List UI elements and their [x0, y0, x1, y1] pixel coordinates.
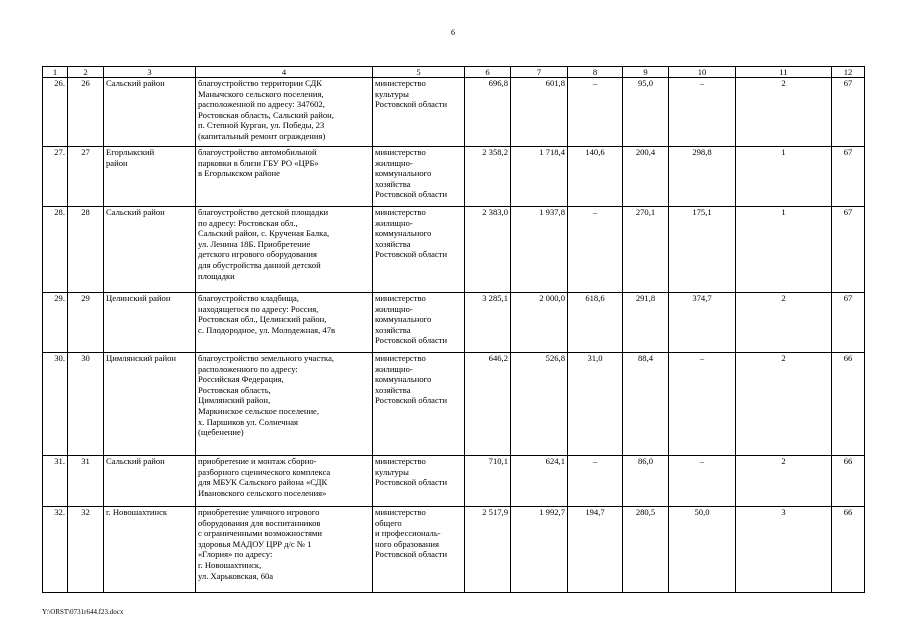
- amount-col8: 31,0: [568, 353, 623, 456]
- table-row: [43, 507, 865, 593]
- amount-col9: 88,4: [623, 353, 669, 456]
- table-row: [43, 456, 865, 507]
- item-number: 28: [68, 207, 104, 293]
- district: Сальский район: [104, 78, 196, 147]
- code-col12: 66: [832, 353, 865, 456]
- item-number: 30: [68, 353, 104, 456]
- district: Целинский район: [104, 293, 196, 353]
- amount-col10: 298,8: [669, 147, 736, 207]
- amount-total: 646,2: [465, 353, 511, 456]
- column-header: 6: [465, 67, 511, 78]
- row-number: 26.: [43, 78, 68, 147]
- amount-col9: 280,5: [623, 507, 669, 593]
- item-number: 29: [68, 293, 104, 353]
- count-col11: 2: [736, 353, 832, 456]
- table-header-row: [43, 67, 865, 78]
- ministry: министерство общего и профессиональ- ного образования Ростовской области: [373, 507, 465, 593]
- amount-total: 2 383,0: [465, 207, 511, 293]
- district: Цимлянский район: [104, 353, 196, 456]
- row-number: 28.: [43, 207, 68, 293]
- row-number: 32.: [43, 507, 68, 593]
- column-header: 7: [511, 67, 568, 78]
- description: приобретение уличного игрового оборудования для воспитанников с ограниченными возможностями здоровья МАДОУ ЦРР д/с № 1 «Глория» по адресу: г. Новошахтинск, ул. Харьковская, 60а: [196, 507, 373, 593]
- amount-col7: 601,8: [511, 78, 568, 147]
- amount-col10: –: [669, 456, 736, 507]
- amount-total: 696,8: [465, 78, 511, 147]
- column-header: 1: [43, 67, 68, 78]
- table-row: [43, 207, 865, 293]
- amount-col8: 140,6: [568, 147, 623, 207]
- amount-total: 710,1: [465, 456, 511, 507]
- amount-col7: 1 992,7: [511, 507, 568, 593]
- column-header: 12: [832, 67, 865, 78]
- ministry: министерство жилищно- коммунального хозяйства Ростовской области: [373, 293, 465, 353]
- description: приобретение и монтаж сборно- разборного сценического комплекса для МБУК Сальского района «СДК Ивановского сельского поселения»: [196, 456, 373, 507]
- row-number: 27.: [43, 147, 68, 207]
- count-col11: 2: [736, 78, 832, 147]
- district: Сальский район: [104, 207, 196, 293]
- amount-col7: 624,1: [511, 456, 568, 507]
- code-col12: 67: [832, 207, 865, 293]
- description: благоустройство кладбища, находящегося по адресу: Россия, Ростовская обл., Целинский район, с. Плодородное, ул. Молодежная, 47в: [196, 293, 373, 353]
- amount-col8: 618,6: [568, 293, 623, 353]
- count-col11: 1: [736, 147, 832, 207]
- ministry: министерство культуры Ростовской области: [373, 456, 465, 507]
- table-row: [43, 353, 865, 456]
- column-header: 9: [623, 67, 669, 78]
- code-col12: 67: [832, 293, 865, 353]
- column-header: 8: [568, 67, 623, 78]
- description: благоустройство автомобильной парковки в близи ГБУ РО «ЦРБ» в Егорлыкском районе: [196, 147, 373, 207]
- column-header: 5: [373, 67, 465, 78]
- count-col11: 1: [736, 207, 832, 293]
- amount-col8: –: [568, 207, 623, 293]
- district: Егорлыкский район: [104, 147, 196, 207]
- amount-col8: –: [568, 78, 623, 147]
- amount-col9: 95,0: [623, 78, 669, 147]
- item-number: 26: [68, 78, 104, 147]
- amount-col7: 526,8: [511, 353, 568, 456]
- amount-col8: –: [568, 456, 623, 507]
- item-number: 27: [68, 147, 104, 207]
- column-header: 3: [104, 67, 196, 78]
- count-col11: 2: [736, 293, 832, 353]
- amount-total: 2 517,9: [465, 507, 511, 593]
- count-col11: 3: [736, 507, 832, 593]
- table-row: [43, 78, 865, 147]
- ministry: министерство жилищно- коммунального хозяйства Ростовской области: [373, 147, 465, 207]
- amount-col9: 200,4: [623, 147, 669, 207]
- column-header: 11: [736, 67, 832, 78]
- data-table: [42, 66, 865, 593]
- amount-col10: –: [669, 353, 736, 456]
- amount-col10: –: [669, 78, 736, 147]
- ministry: министерство культуры Ростовской области: [373, 78, 465, 147]
- description: благоустройство детской площадки по адресу: Ростовская обл., Сальский район, с. Крученая Балка, ул. Ленина 18Б. Приобретение детского игрового оборудования для обустройства данной детской площадки: [196, 207, 373, 293]
- code-col12: 66: [832, 507, 865, 593]
- table-row: [43, 293, 865, 353]
- row-number: 30.: [43, 353, 68, 456]
- amount-total: 2 358,2: [465, 147, 511, 207]
- item-number: 32: [68, 507, 104, 593]
- column-header: 10: [669, 67, 736, 78]
- amount-col7: 1 937,8: [511, 207, 568, 293]
- item-number: 31: [68, 456, 104, 507]
- amount-col10: 175,1: [669, 207, 736, 293]
- ministry: министерство жилищно- коммунального хозяйства Ростовской области: [373, 207, 465, 293]
- description: благоустройство территории СДК Манычского сельского поселения, расположенной по адресу: 347602, Ростовская область, Сальский район, п. Степной Курган, ул. Победы, 23 (капитальный ремонт ограждения): [196, 78, 373, 147]
- district: Сальский район: [104, 456, 196, 507]
- column-header: 4: [196, 67, 373, 78]
- amount-col8: 194,7: [568, 507, 623, 593]
- amount-col9: 270,1: [623, 207, 669, 293]
- count-col11: 2: [736, 456, 832, 507]
- table-row: [43, 147, 865, 207]
- page-number: 6: [451, 28, 455, 37]
- code-col12: 67: [832, 78, 865, 147]
- ministry: министерство жилищно- коммунального хозяйства Ростовской области: [373, 353, 465, 456]
- amount-col7: 1 718,4: [511, 147, 568, 207]
- amount-col10: 374,7: [669, 293, 736, 353]
- amount-col7: 2 000,0: [511, 293, 568, 353]
- amount-col10: 50,0: [669, 507, 736, 593]
- description: благоустройство земельного участка, расположенного по адресу: Российская Федерация, Ростовская область, Цимлянский район, Маркинское сельское поселение, х. Паршиков ул. Солнечная (щебенение): [196, 353, 373, 456]
- amount-total: 3 285,1: [465, 293, 511, 353]
- row-number: 31.: [43, 456, 68, 507]
- code-col12: 67: [832, 147, 865, 207]
- column-header: 2: [68, 67, 104, 78]
- district: г. Новошахтинск: [104, 507, 196, 593]
- amount-col9: 291,8: [623, 293, 669, 353]
- code-col12: 66: [832, 456, 865, 507]
- amount-col9: 86,0: [623, 456, 669, 507]
- footer-file-path: Y:\ORST\0731r644.f23.docx: [42, 608, 124, 616]
- row-number: 29.: [43, 293, 68, 353]
